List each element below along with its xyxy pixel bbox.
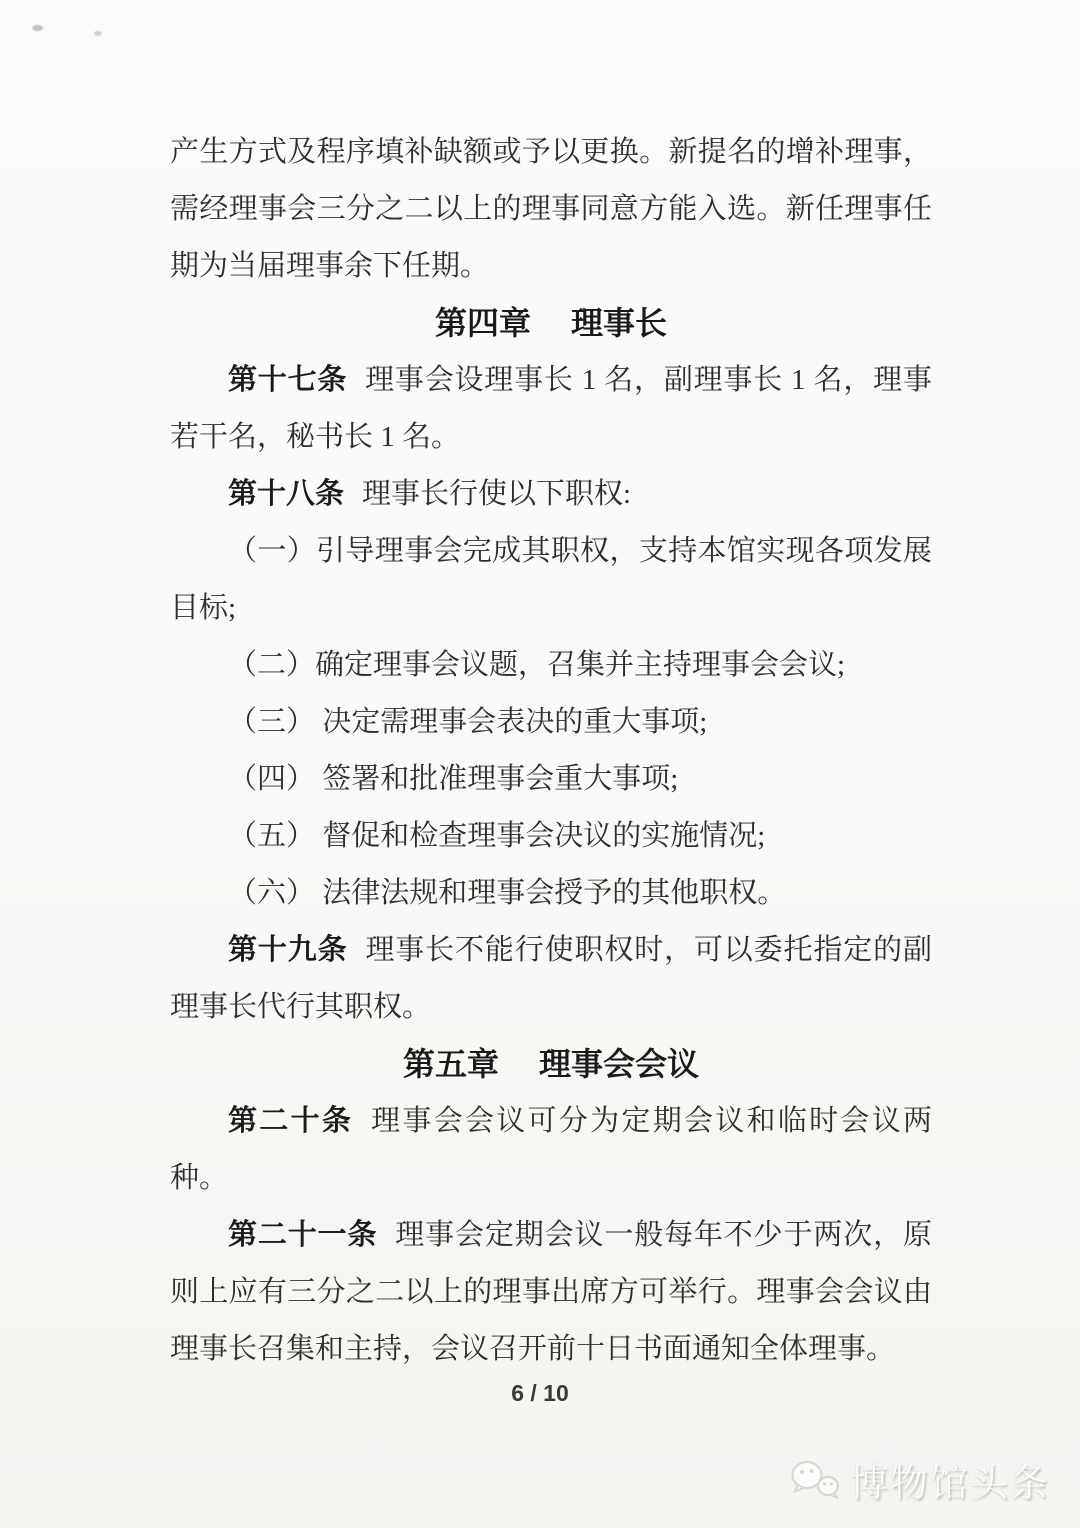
article-19-text: 理事长不能行使职权时，可以委托指定的副理事长代行其职权。 bbox=[170, 934, 932, 1023]
page-number: 6 / 10 bbox=[511, 1380, 569, 1406]
scan-speck bbox=[32, 25, 43, 31]
article-17-number: 第十七条 bbox=[228, 364, 348, 396]
document-body bbox=[170, 124, 932, 1378]
article-21-text: 理事会定期会议一般每年不少于两次，原则上应有三分之二以上的理事出席方可举行。理事会会议由理事长召集和主持，会议召开前十日书面通知全体理事。 bbox=[170, 1219, 932, 1365]
article-19 bbox=[170, 922, 932, 1036]
article-21-number: 第二十一条 bbox=[228, 1219, 378, 1251]
article-18-item-6: （六） 法律法规和理事会授予的其他职权。 bbox=[228, 877, 787, 909]
article-20 bbox=[170, 1093, 932, 1207]
chapter-heading-5 bbox=[170, 1036, 932, 1093]
chapter-number: 第四章 bbox=[434, 305, 531, 341]
wechat-icon bbox=[788, 1457, 842, 1503]
article-18-item-2: （二）确定理事会议题，召集并主持理事会会议; bbox=[228, 649, 846, 681]
article-20-number: 第二十条 bbox=[228, 1105, 354, 1137]
article-18-number: 第十八条 bbox=[228, 478, 345, 510]
chapter-number: 第五章 bbox=[402, 1046, 499, 1082]
chapter-title: 理事长 bbox=[571, 305, 668, 341]
chapter-title: 理事会会议 bbox=[539, 1046, 700, 1082]
watermark-label: 博物馆头条 bbox=[849, 1463, 1050, 1505]
paragraph-continuation: 产生方式及程序填补缺额或予以更换。新提名的增补理事，需经理事会三分之二以上的理事同意方能入选。新任理事任期为当届理事余下任期。 bbox=[170, 136, 932, 282]
article-17 bbox=[170, 352, 932, 466]
article-20-text: 理事会会议可分为定期会议和临时会议两种。 bbox=[170, 1105, 932, 1194]
article-19-number: 第十九条 bbox=[228, 934, 348, 966]
article-18 bbox=[170, 466, 932, 523]
watermark bbox=[788, 1452, 1050, 1507]
chapter-heading-4 bbox=[170, 295, 932, 352]
scan-speck bbox=[94, 31, 102, 36]
article-18-item-5: （五） 督促和检查理事会决议的实施情况; bbox=[228, 820, 766, 852]
article-21 bbox=[170, 1207, 932, 1378]
article-18-item-1: （一）引导理事会完成其职权，支持本馆实现各项发展目标; bbox=[170, 535, 932, 624]
article-18-item-3: （三） 决定需理事会表决的重大事项; bbox=[228, 706, 708, 738]
article-18-text: 理事长行使以下职权: bbox=[361, 478, 632, 510]
article-17-text: 理事会设理事长 1 名，副理事长 1 名，理事若干名，秘书长 1 名。 bbox=[170, 364, 932, 453]
article-18-item-4: （四） 签署和批准理事会重大事项; bbox=[228, 763, 679, 795]
